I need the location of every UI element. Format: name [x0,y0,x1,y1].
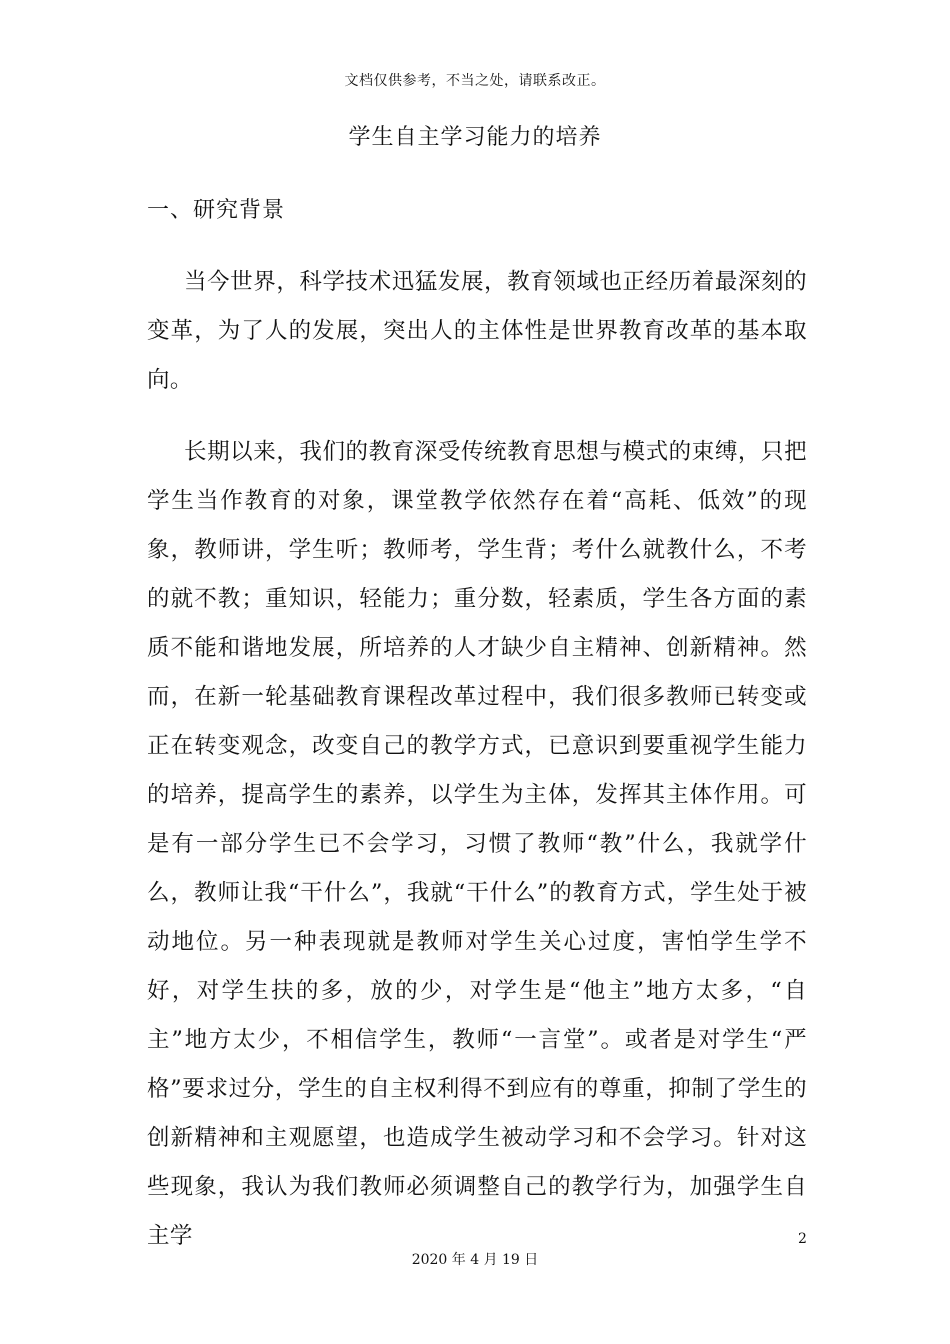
header-note: 文档仅供参考，不当之处，请联系改正。 [344,73,606,89]
page-number: 2 [798,1231,807,1247]
body-paragraph-2: 长期以来，我们的教育深受传统教育思想与模式的束缚，只把学生当作教育的对象，课堂教学依然存在着“高耗、低效”的现象，教师讲，学生听；教师考，学生背；考什么就教什么，不考的就不教；重知识，轻能力；重分数，轻素质，学生各方面的素质不能和谐地发展，所培养的人才缺少自主精神、创新精神。然而，在新一轮基础教育课程改革过程中，我们很多教师已转变或正在转变观念，改变自己的教学方式，已意识到要重视学生能力的培养，提高学生的素养，以学生为主体，发挥其主体作用。可是有一部分学生已不会学习，习惯了教师“教”什么，我就学什么，教师让我“干什么”，我就“干什么”的教育方式，学生处于被动地位。另一种表现就是教师对学生关心过度，害怕学生学不好，对学生扶的多，放的少，对学生是“他主”地方太多，“自主”地方太少，不相信学生，教师“一言堂”。或者是对学生“严格”要求过分，学生的自主权利得不到应有的尊重，抑制了学生的创新精神和主观愿望，也造成学生被动学习和不会学习。针对这些现象，我认为我们教师必须调整自己的教学行为，加强学生自主学 [147,439,807,1249]
document-title: 学生自主学习能力的培养 [348,125,602,150]
footer-date: 2020 年 4 月 19 日 [411,1252,539,1268]
body-paragraph-1: 当今世界，科学技术迅猛发展，教育领域也正经历着最深刻的变革，为了人的发展，突出人的主体性是世界教育改革的基本取向。 [147,269,807,393]
section-heading: 一、研究背景 [147,198,286,223]
